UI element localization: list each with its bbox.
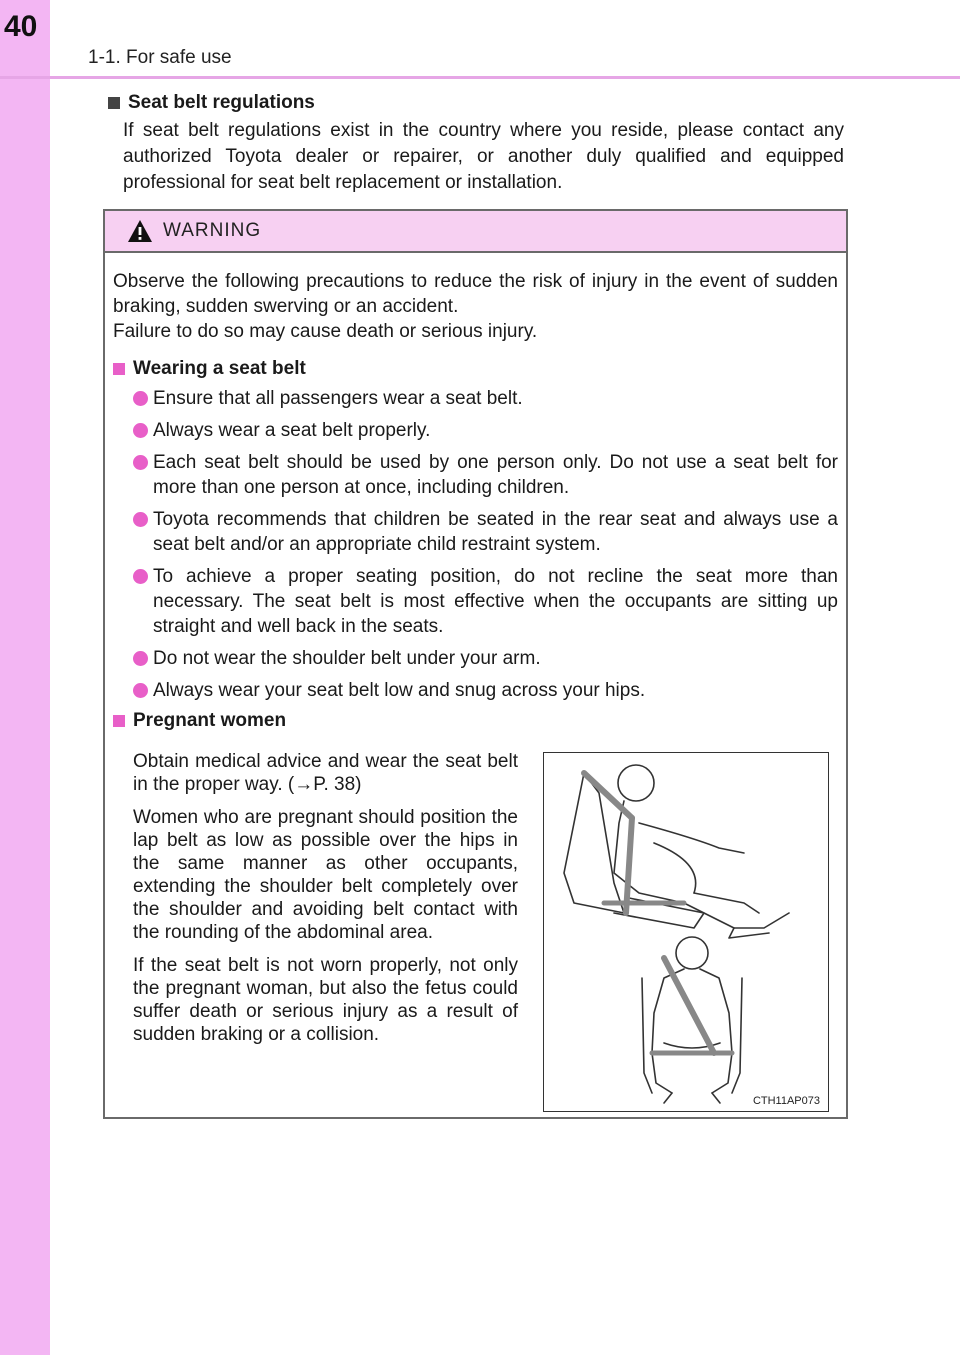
page-header (0, 0, 960, 80)
pregnant-paragraph-2: Women who are pregnant should position the lap belt as low as possible over the hips in the same manner as other occupants, extending the shoulder belt completely over the shoulder and avoiding belt contact with the rounding of the abdominal area. (133, 807, 518, 943)
list-item: Do not wear the shoulder belt under your arm. (133, 646, 838, 671)
list-item: Always wear your seat belt low and snug across your hips. (133, 678, 838, 703)
warning-box (103, 209, 848, 1119)
regulations-paragraph: If seat belt regulations exist in the country where you reside, please contact any authorized Toyota dealer or repairer, or another duly qualified and equipped professional for seat belt replacement or installation. (123, 120, 844, 193)
wearing-heading-text: Wearing a seat belt (133, 358, 306, 379)
square-bullet-icon (108, 97, 120, 109)
illustration-code: CTH11AP073 (752, 1095, 820, 1107)
pregnant-paragraph-3: If the seat belt is not worn properly, not only the pregnant woman, but also the fetus could suffer death or serious injury as a result of sudden braking or a collision. (133, 955, 518, 1045)
pregnant-heading-text: Pregnant women (133, 710, 287, 731)
section-label: 1-1. For safe use (88, 47, 232, 68)
list-item: Ensure that all passengers wear a seat belt. (133, 386, 838, 411)
wearing-list (113, 386, 838, 703)
round-bullet-icon (133, 455, 148, 470)
warning-intro-1: Observe the following precautions to reduce the risk of injury in the event of sudden braking, sudden swerving or an accident. (113, 271, 838, 317)
warning-title: WARNING (163, 220, 262, 241)
warning-intro-2: Failure to do so may cause death or serious injury. (113, 321, 538, 342)
pregnant-heading (113, 710, 838, 732)
seat-belt-regulations-section (108, 92, 844, 196)
pregnant-text (133, 750, 518, 1056)
list-item: Toyota recommends that children be seated in the rear seat and always use a seat belt and/or an appropriate child restraint system. (133, 507, 838, 557)
warning-body (105, 253, 846, 1120)
square-bullet-icon (113, 363, 125, 375)
pregnant-paragraph-1: Obtain medical advice and wear the seat belt in the proper way. (→P. 38) (133, 751, 518, 795)
pregnant-seatbelt-illustration (543, 752, 829, 1112)
round-bullet-icon (133, 683, 148, 698)
square-bullet-icon (113, 715, 125, 727)
section-heading-text: Seat belt regulations (128, 92, 315, 113)
section-heading (108, 92, 844, 114)
header-rule (0, 76, 960, 79)
list-item: Always wear a seat belt properly. (133, 418, 838, 443)
pregnant-section (113, 740, 838, 1120)
round-bullet-icon (133, 651, 148, 666)
warning-triangle-icon (127, 219, 153, 243)
pregnant-woman-figure-icon (544, 753, 828, 1111)
list-item: To achieve a proper seating position, do not recline the seat more than necessary. The seat belt is most effective when the occupants are sitting up straight and well back in the seats. (133, 564, 838, 639)
round-bullet-icon (133, 512, 148, 527)
wearing-heading (113, 358, 838, 380)
page-number: 40 (4, 10, 38, 43)
round-bullet-icon (133, 423, 148, 438)
round-bullet-icon (133, 391, 148, 406)
round-bullet-icon (133, 569, 148, 584)
warning-header (105, 211, 846, 253)
side-color-band (0, 0, 50, 1355)
list-item: Each seat belt should be used by one person only. Do not use a seat belt for more than one person at once, including children. (133, 450, 838, 500)
